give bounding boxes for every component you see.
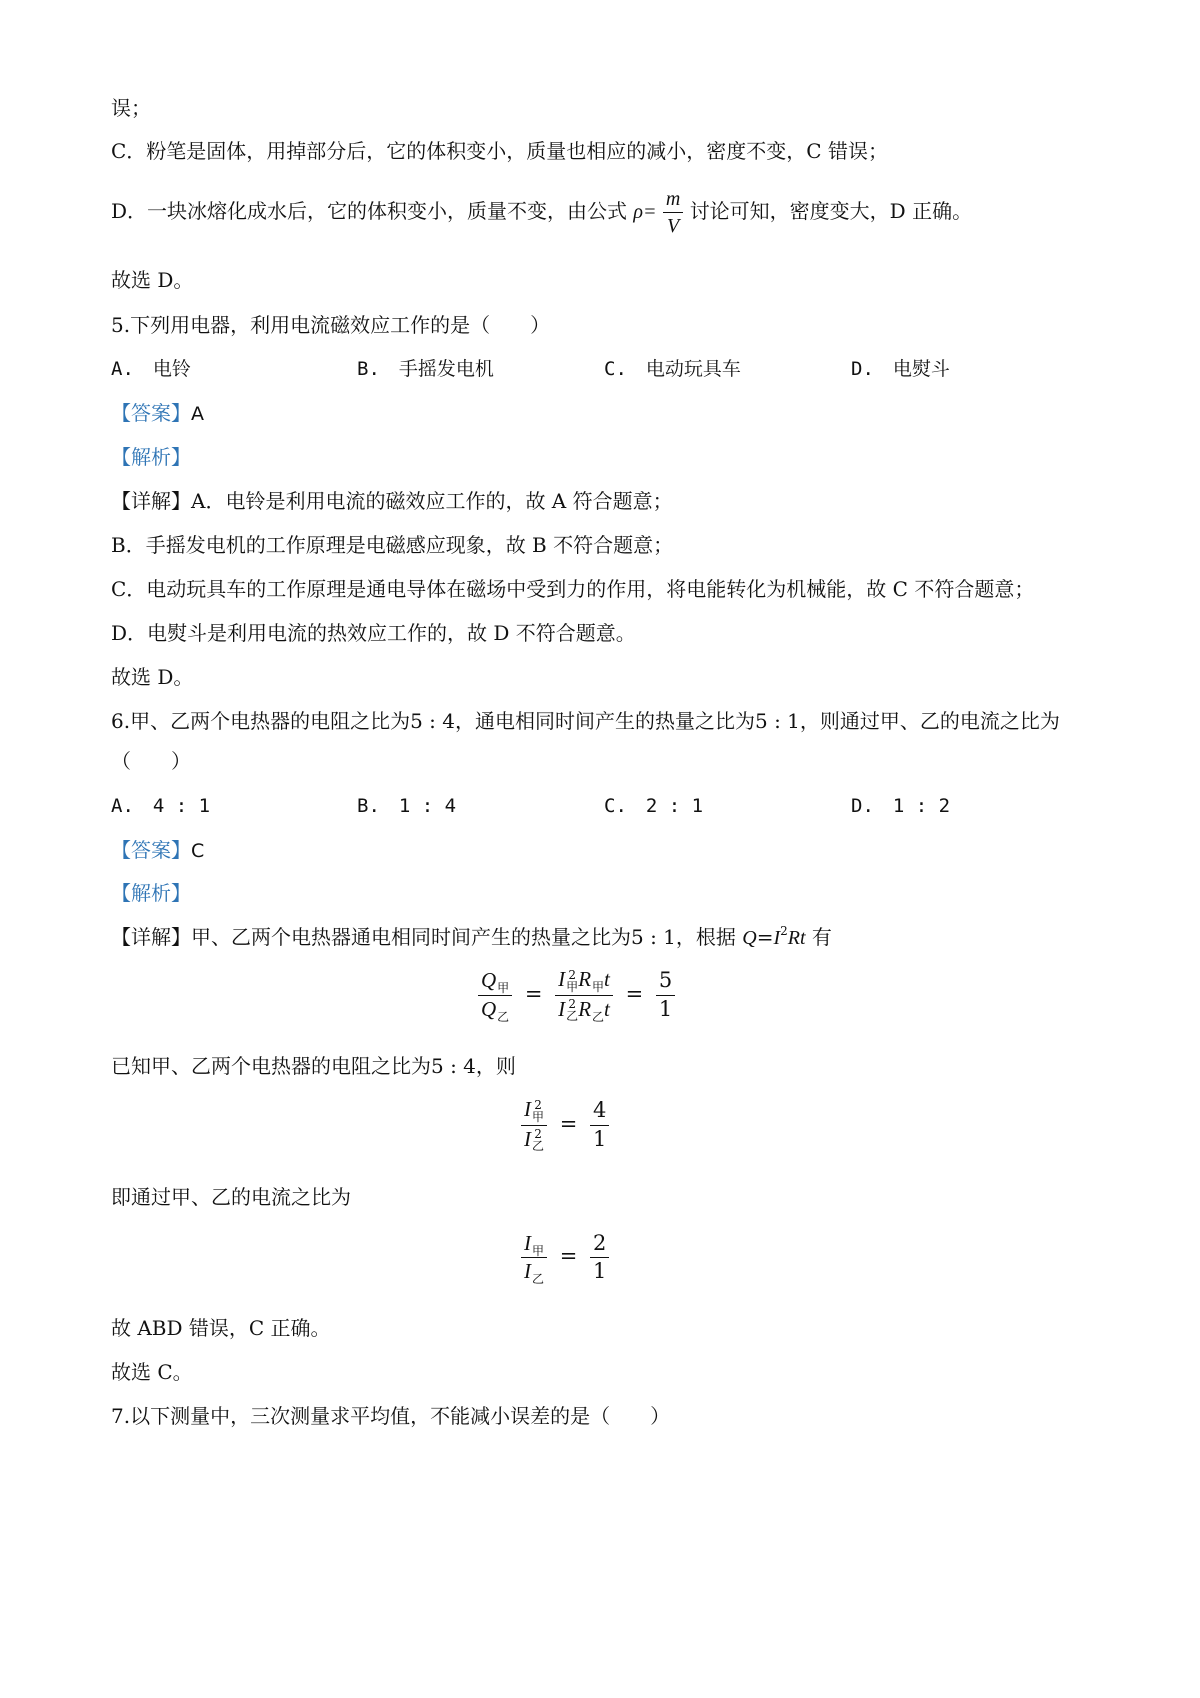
formula-rt: Rt [787, 927, 806, 949]
equation-heat-ratio [478, 968, 675, 1022]
superscript-2: 2 [534, 1097, 542, 1112]
detail-line: D．电熨斗是利用电流的热效应工作的，故 D 不符合题意。 [111, 621, 636, 645]
fraction-denominator [478, 996, 512, 1024]
detail-line: 【详解】A．电铃是利用电流的磁效应工作的，故 A 符合题意； [111, 489, 673, 513]
formula-eq: = [756, 925, 774, 949]
equation-current-square-ratio [521, 1098, 609, 1152]
fraction-i2-ratio [521, 1098, 547, 1152]
equals-sign: = [625, 981, 644, 1006]
fraction-denominator: V [666, 215, 680, 237]
superscript-2: 2 [568, 997, 576, 1011]
superscript-2: 2 [534, 1127, 542, 1141]
answer-value: A [191, 403, 204, 425]
fraction-i-ratio [521, 1231, 547, 1287]
equals-sign: = [559, 1111, 578, 1136]
symbol-i: I [524, 1097, 531, 1121]
fraction-denominator [555, 996, 613, 1023]
subscript-jia: 甲 [497, 981, 510, 996]
symbol-q: Q [481, 996, 497, 1021]
fraction-denominator [521, 1258, 547, 1287]
rho-symbol: ρ= [633, 201, 657, 223]
formula-sup: 2 [780, 924, 788, 938]
option-a: A. 电铃 [111, 358, 191, 380]
subscript-yi: 乙 [592, 1009, 605, 1024]
question-stem-cont: （ ） [111, 749, 191, 773]
fraction-numerator: 4 [590, 1099, 609, 1125]
fraction-i2rt-ratio [555, 968, 613, 1022]
detail-line: C．电动玩具车的工作原理是通电导体在磁场中受到力的作用，将电能转化为机械能，故 C 不符合题意； [111, 577, 1035, 601]
fraction-numerator [555, 968, 613, 996]
subscript-yi: 乙 [532, 1139, 545, 1153]
sup-sub [532, 1128, 544, 1152]
text-line: 即通过甲、乙的电流之比为 [111, 1185, 351, 1209]
sup-sub [566, 969, 578, 993]
option-a: A. 4 : 1 [111, 795, 211, 817]
question-stem: 6.甲、乙两个电热器的电阻之比为5 : 4，通电相同时间产生的热量之比为5 : 1，则通过甲、乙的电流之比为 [111, 709, 1060, 733]
answer-line [111, 399, 204, 428]
analysis-tag: 【解析】 [111, 881, 191, 905]
fraction-m-over-v [663, 188, 683, 237]
question-stem: 7.以下测量中，三次测量求平均值，不能减小误差的是（ ） [111, 1404, 671, 1428]
text-line: 故 ABD 错误，C 正确。 [111, 1316, 331, 1340]
symbol-r: R [578, 996, 592, 1021]
fraction-numerator [521, 1098, 547, 1126]
answer-tag: 【答案】 [111, 838, 191, 862]
option-b: B. 手摇发电机 [357, 358, 494, 380]
text-segment: D．一块冰熔化成水后，它的体积变小，质量不变，由公式 [111, 199, 628, 223]
detail-line: B．手摇发电机的工作原理是电磁感应现象，故 B 不符合题意； [111, 533, 674, 557]
fraction-denominator: 1 [658, 996, 673, 1021]
subscript-yi: 乙 [566, 1009, 579, 1023]
text-line: 已知甲、乙两个电热器的电阻之比为5 : 4，则 [111, 1054, 516, 1078]
fraction-numerator: 5 [656, 969, 675, 995]
fraction-value [656, 969, 675, 1020]
subscript-yi: 乙 [497, 1009, 510, 1024]
detail-line: 故选 D。 [111, 665, 194, 689]
subscript-jia: 甲 [592, 980, 605, 994]
symbol-i: I [524, 1231, 531, 1255]
equation-current-ratio [521, 1231, 609, 1287]
text-line: 误； [111, 96, 151, 120]
superscript-2: 2 [568, 967, 576, 982]
fraction-value [590, 1232, 609, 1283]
subscript-yi: 乙 [532, 1272, 545, 1287]
formula-i: I [773, 927, 781, 949]
option-d: D. 电熨斗 [851, 358, 950, 380]
symbol-i: I [558, 996, 566, 1021]
option-c: C. 2 : 1 [604, 795, 704, 817]
text-line: 故选 D。 [111, 268, 194, 292]
symbol-i: I [524, 1259, 531, 1284]
text-segment: 有 [805, 925, 832, 949]
equals-sign: = [559, 1244, 578, 1269]
fraction-denominator: 1 [593, 1259, 607, 1284]
detail-line [111, 923, 832, 954]
text-line: 故选 C。 [111, 1360, 193, 1384]
subscript-jia: 甲 [532, 1244, 545, 1258]
sup-sub [566, 998, 578, 1022]
symbol-t: t [604, 967, 610, 991]
text-line-formula [111, 188, 972, 237]
formula-q: Q [742, 927, 757, 949]
option-c: C. 电动玩具车 [604, 358, 741, 380]
analysis-tag: 【解析】 [111, 445, 191, 469]
fraction-numerator: 2 [590, 1232, 609, 1258]
fraction-denominator: 1 [593, 1126, 607, 1151]
symbol-i: I [524, 1126, 531, 1151]
equals-sign: = [524, 981, 543, 1006]
text-segment: 【详解】甲、乙两个电热器通电相同时间产生的热量之比为5 : 1，根据 [111, 925, 743, 949]
answer-line [111, 836, 204, 865]
text-segment: 讨论可知，密度变大，D 正确。 [689, 199, 973, 223]
fraction-value [590, 1099, 609, 1150]
answer-tag: 【答案】 [111, 401, 191, 425]
text-line: C．粉笔是固体，用掉部分后，它的体积变小，质量也相应的减小，密度不变，C 错误； [111, 139, 888, 163]
fraction-q-ratio [478, 968, 512, 1024]
option-d: D. 1 : 2 [851, 795, 951, 817]
subscript-jia: 甲 [566, 979, 579, 994]
question-stem: 5.下列用电器，利用电流磁效应工作的是（ ） [111, 313, 551, 337]
symbol-t: t [604, 996, 610, 1021]
sup-sub [532, 1099, 544, 1123]
subscript-jia: 甲 [532, 1109, 545, 1124]
fraction-numerator [521, 1232, 547, 1258]
symbol-r: R [578, 967, 592, 991]
fraction-numerator [478, 969, 512, 995]
option-b: B. 1 : 4 [357, 795, 457, 817]
symbol-q: Q [481, 968, 497, 993]
fraction-numerator: m [663, 188, 683, 213]
fraction-denominator [521, 1126, 547, 1153]
symbol-i: I [558, 967, 566, 991]
answer-value: C [191, 840, 205, 862]
